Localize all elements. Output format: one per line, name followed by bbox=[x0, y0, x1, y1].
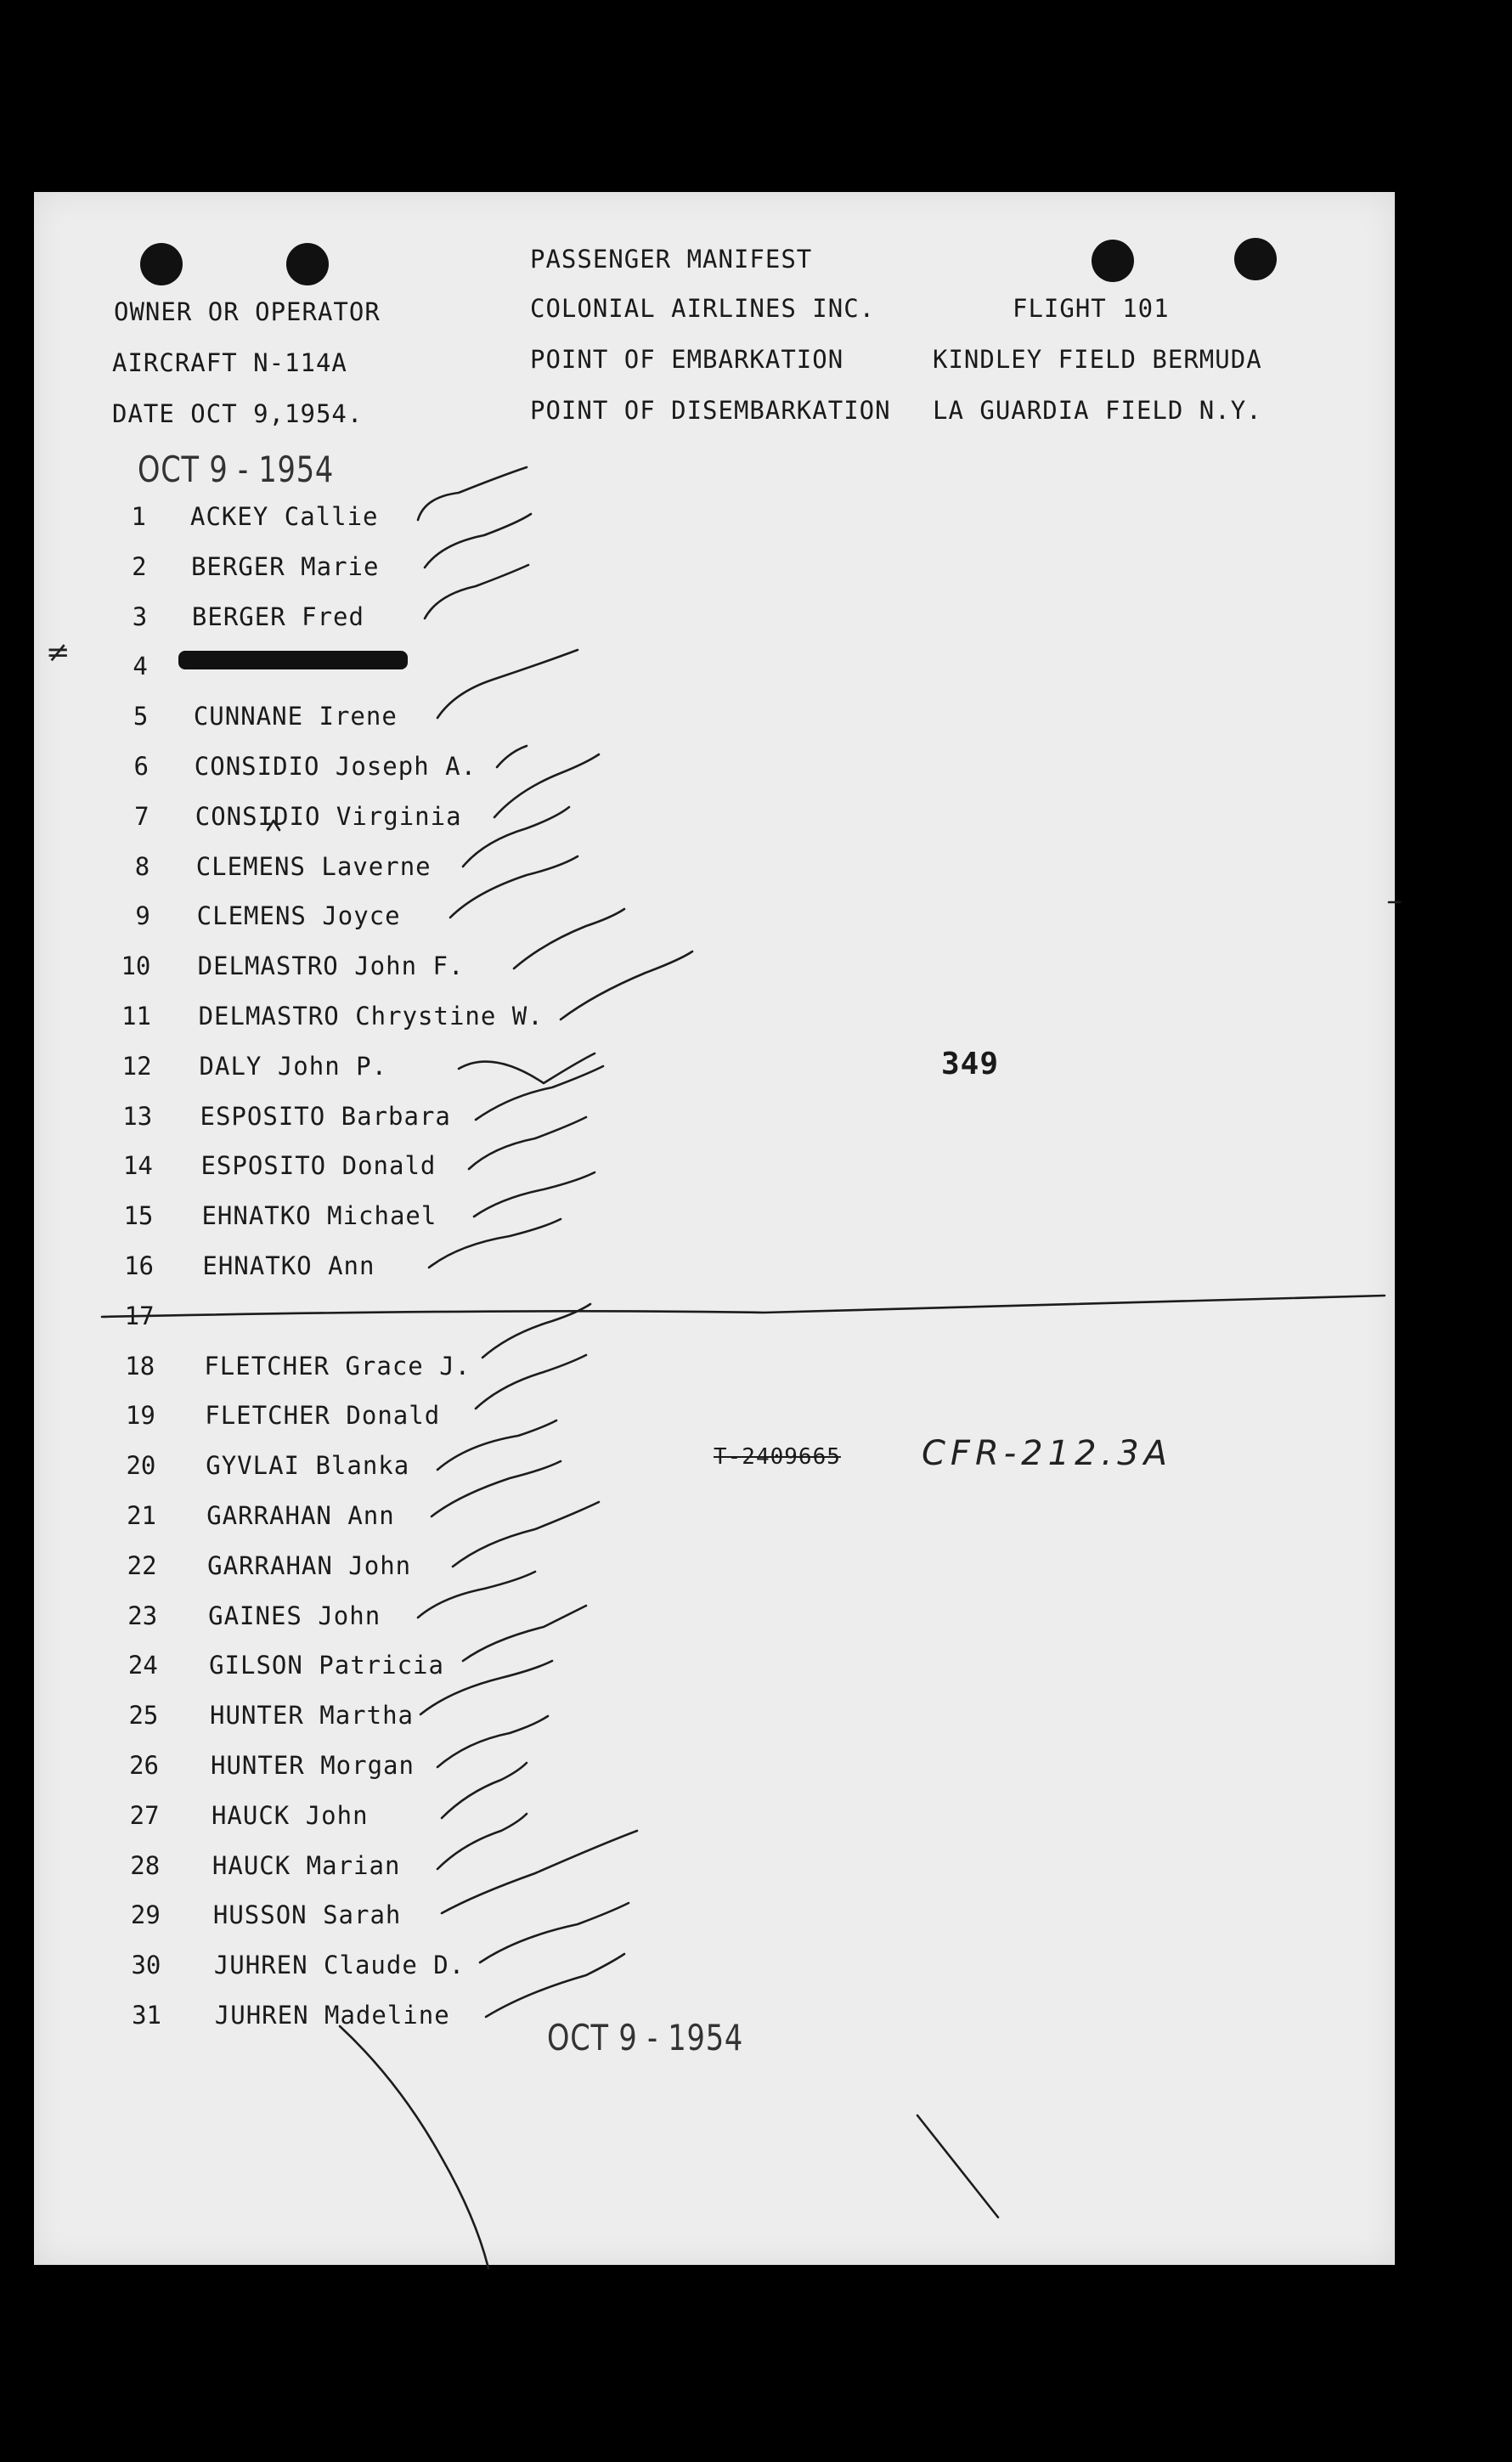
check-mark bbox=[437, 1420, 556, 1470]
date-stamp-bottom: OCT 9 - 1954 bbox=[547, 2017, 744, 2058]
embarkation-label: POINT OF EMBARKATION bbox=[530, 345, 844, 374]
row-number: 17 bbox=[124, 1301, 155, 1330]
row-number: 9 bbox=[135, 901, 150, 931]
row-number: 30 bbox=[131, 1951, 161, 1980]
row-number: 23 bbox=[127, 1601, 158, 1630]
row-number: 5 bbox=[133, 702, 149, 731]
check-mark bbox=[561, 951, 692, 1019]
passenger-name: EHNATKO Ann bbox=[202, 1251, 375, 1280]
passenger-name: HUNTER Martha bbox=[210, 1701, 415, 1731]
check-mark bbox=[486, 1954, 624, 2017]
row-number: 7 bbox=[134, 801, 150, 831]
row-number: 1 bbox=[131, 502, 146, 531]
row-number: 12 bbox=[121, 1051, 152, 1081]
owner-value: COLONIAL AIRLINES INC. bbox=[530, 294, 876, 323]
passenger-name: BERGER Marie bbox=[190, 551, 380, 581]
check-mark bbox=[418, 467, 527, 520]
pen-stroke bbox=[340, 2026, 488, 2268]
manifest-title: PASSENGER MANIFEST bbox=[530, 245, 813, 274]
passenger-name: ESPOSITO Donald bbox=[200, 1151, 437, 1181]
manifest-date: DATE OCT 9,1954. bbox=[112, 399, 364, 428]
handwritten-mark: ≠ bbox=[46, 635, 71, 669]
row-number: 6 bbox=[133, 752, 149, 781]
row-number: 16 bbox=[124, 1251, 154, 1280]
date-stamp-top: OCT 9 - 1954 bbox=[138, 449, 335, 490]
page-number: 349 bbox=[941, 1047, 1000, 1081]
check-mark bbox=[463, 807, 569, 867]
row-number: 19 bbox=[125, 1401, 155, 1431]
passenger-name: FLETCHER Grace J. bbox=[204, 1351, 471, 1381]
check-mark bbox=[476, 1355, 586, 1409]
row-number: 14 bbox=[122, 1151, 153, 1181]
embarkation-value: KINDLEY FIELD BERMUDA bbox=[933, 345, 1262, 374]
passenger-name: JUHREN Madeline bbox=[214, 2001, 450, 2030]
check-mark bbox=[425, 565, 528, 618]
check-mark bbox=[432, 1461, 561, 1516]
row-number: 4 bbox=[133, 652, 148, 681]
check-mark bbox=[453, 1502, 599, 1567]
passenger-name: HAUCK John bbox=[211, 1800, 369, 1830]
passenger-name: BERGER Fred bbox=[191, 601, 364, 631]
passenger-name: CONSIDIO Joseph A. bbox=[194, 752, 477, 781]
check-mark bbox=[418, 1572, 535, 1618]
passenger-name: GILSON Patricia bbox=[209, 1651, 444, 1680]
passenger-name: HUNTER Morgan bbox=[211, 1751, 415, 1780]
row-number: 25 bbox=[128, 1701, 159, 1731]
check-mark bbox=[437, 1716, 548, 1767]
pen-stroke bbox=[917, 2115, 998, 2217]
divider-line bbox=[102, 1296, 1385, 1317]
passenger-name: ESPOSITO Barbara bbox=[200, 1101, 451, 1131]
check-mark bbox=[497, 746, 527, 767]
check-mark bbox=[437, 650, 578, 718]
passenger-name: DELMASTRO John F. bbox=[197, 951, 465, 981]
passenger-name: ACKEY Callie bbox=[190, 502, 379, 531]
passenger-name: DALY John P. bbox=[199, 1051, 388, 1081]
row-number: 29 bbox=[130, 1900, 161, 1930]
check-mark bbox=[514, 909, 624, 968]
check-mark bbox=[476, 1066, 603, 1120]
row-number: 31 bbox=[132, 2001, 161, 2030]
check-mark bbox=[437, 1814, 527, 1869]
row-number: 27 bbox=[129, 1800, 160, 1830]
row-number: 8 bbox=[134, 851, 150, 881]
passenger-name: HUSSON Sarah bbox=[212, 1900, 402, 1930]
passenger-name: CONSIDIO Virginia bbox=[195, 801, 462, 831]
passenger-name: GARRAHAN Ann bbox=[206, 1501, 395, 1530]
row-number: 10 bbox=[121, 951, 151, 981]
check-mark bbox=[494, 754, 599, 817]
passenger-name: EHNATKO Michael bbox=[201, 1201, 437, 1231]
check-mark bbox=[429, 1219, 561, 1268]
disembarkation-label: POINT OF DISEMBARKATION bbox=[530, 396, 891, 425]
passenger-name: HAUCK Marian bbox=[212, 1850, 401, 1880]
passenger-name: GAINES John bbox=[208, 1601, 381, 1630]
row-number: 22 bbox=[127, 1550, 157, 1580]
check-mark bbox=[420, 1661, 552, 1714]
row-number: 26 bbox=[129, 1751, 159, 1780]
handwritten-reference: CFR-212.3A bbox=[922, 1434, 1173, 1473]
struck-number: T-2409665 bbox=[714, 1444, 841, 1470]
row-number: 28 bbox=[130, 1850, 161, 1880]
passenger-name: GYVLAI Blanka bbox=[206, 1451, 410, 1481]
row-number: 11 bbox=[121, 1002, 151, 1031]
passenger-name: DELMASTRO Chrystine W. bbox=[198, 1002, 544, 1031]
passenger-name: GARRAHAN John bbox=[207, 1550, 412, 1580]
check-mark bbox=[469, 1117, 586, 1169]
check-mark bbox=[425, 514, 531, 568]
row-number: 21 bbox=[127, 1501, 156, 1530]
check-mark bbox=[442, 1763, 527, 1818]
row-number: 20 bbox=[126, 1451, 156, 1481]
row-number: 3 bbox=[132, 601, 148, 631]
flight-number: FLIGHT 101 bbox=[1013, 294, 1170, 323]
check-mark bbox=[480, 1903, 629, 1962]
check-mark bbox=[450, 856, 578, 918]
passenger-name: FLETCHER Donald bbox=[205, 1401, 441, 1431]
aircraft-id: AIRCRAFT N-114A bbox=[112, 348, 347, 377]
disembarkation-value: LA GUARDIA FIELD N.Y. bbox=[933, 396, 1262, 425]
passenger-name: CLEMENS Laverne bbox=[195, 851, 432, 881]
row-number: 15 bbox=[123, 1201, 154, 1231]
row-number: 2 bbox=[132, 551, 147, 581]
row-number: 18 bbox=[125, 1351, 155, 1381]
check-mark bbox=[474, 1172, 595, 1217]
passenger-name: JUHREN Claude D. bbox=[213, 1951, 465, 1980]
row-number: 24 bbox=[127, 1651, 158, 1680]
row-number: 13 bbox=[122, 1101, 153, 1131]
owner-label: OWNER OR OPERATOR bbox=[114, 297, 381, 326]
passenger-name: CUNNANE Irene bbox=[193, 702, 398, 731]
caret-mark bbox=[268, 821, 279, 830]
passenger-name: CLEMENS Joyce bbox=[196, 901, 401, 931]
check-mark bbox=[463, 1606, 586, 1661]
